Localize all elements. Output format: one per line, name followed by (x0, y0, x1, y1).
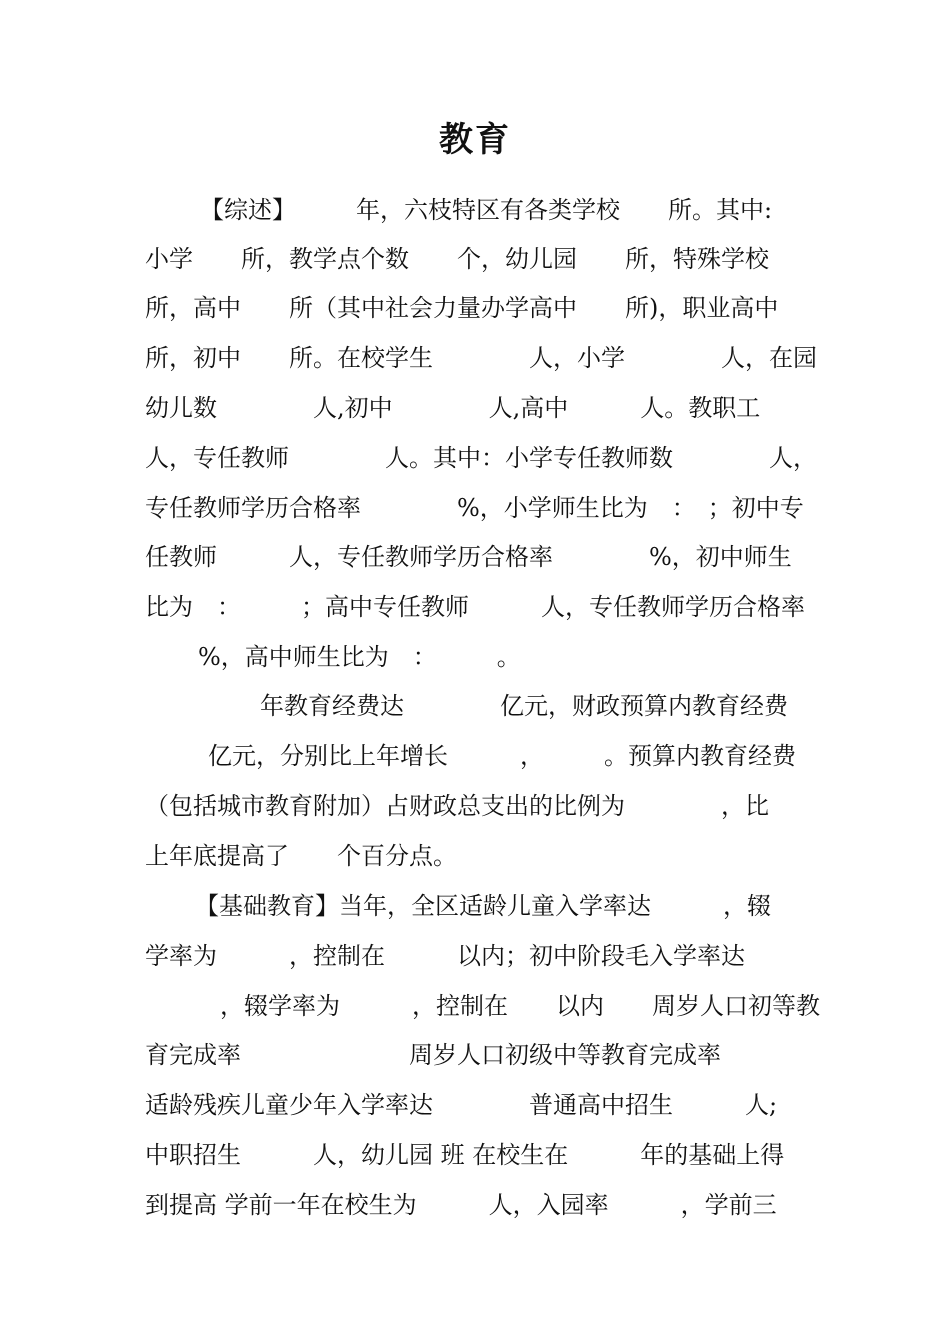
text-line: ，辍学率为 ，控制在 以内 周岁人口初等教 (220, 992, 820, 1020)
text-line: 人，专任教师 人。其中：小学专任教师数 人， (145, 444, 817, 472)
text-line: （包括城市教育附加）占财政总支出的比例为 ，比 (145, 792, 769, 820)
text-line: 上年底提高了 个百分点。 (145, 842, 457, 870)
text-line: %，高中师生比为 ： 。 (198, 643, 521, 671)
text-line: 中职招生 人，幼儿园 班 在校生在 年的基础上得 (145, 1141, 785, 1169)
text-line: 【基础教育】当年，全区适龄儿童入学率达 ，辍 (195, 892, 771, 920)
text-line: 学率为 ，控制在 以内；初中阶段毛入学率达 (145, 942, 745, 970)
text-line: 任教师 人，专任教师学历合格率 %，初中师生 (145, 543, 792, 571)
text-line: 育完成率 周岁人口初级中等教育完成率 (145, 1041, 721, 1069)
text-line: 【综述】 年，六枝特区有各类学校 所。其中: (200, 196, 773, 224)
text-line: 比为 ： ；高中专任教师 人，专任教师学历合格率 (145, 593, 805, 621)
text-line: 年教育经费达 亿元，财政预算内教育经费 (260, 692, 788, 720)
page-title: 教育 (439, 120, 511, 160)
text-line: 所，初中 所。在校学生 人，小学 人，在园 (145, 344, 817, 372)
text-line: 所，高中 所（其中社会力量办学高中 所)，职业高中 (145, 294, 779, 322)
text-line: 到提高 学前一年在校生为 人，入园率 ，学前三 (145, 1191, 777, 1219)
text-line: 幼儿数 人,初中 人,高中 人。教职工 (145, 394, 761, 422)
text-line: 小学 所，教学点个数 个，幼儿园 所，特殊学校 (145, 245, 769, 273)
text-line: 适龄残疾儿童少年入学率达 普通高中招生 人; (145, 1091, 778, 1119)
text-line: 专任教师学历合格率 %，小学师生比为 ： ；初中专 (145, 494, 804, 522)
text-line: 亿元，分别比上年增长 ， 。预算内教育经费 (208, 742, 796, 770)
